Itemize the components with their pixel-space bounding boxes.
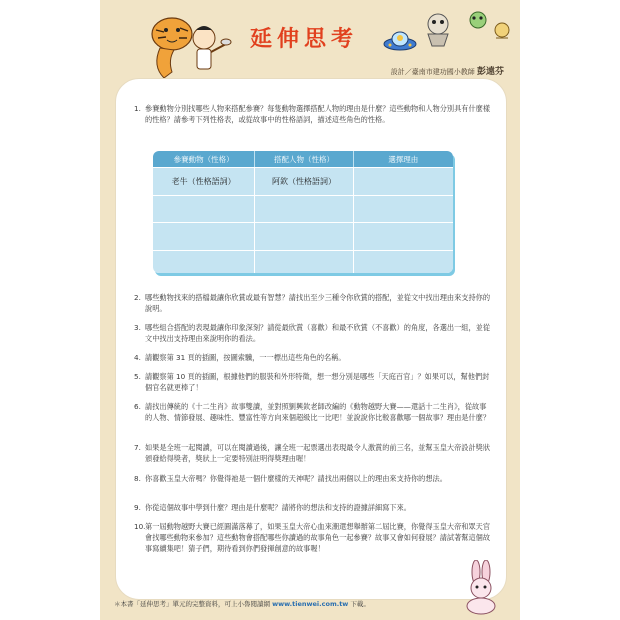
table-header-partner: 搭配人物（性格）	[255, 151, 353, 167]
table-cell: 阿欽（性格語詞）	[255, 168, 353, 195]
table-cell	[354, 251, 453, 274]
question-number: 1.	[134, 104, 141, 113]
question-text: 你從這個故事中學到什麼？理由是什麼呢？請將你的想法和支持的證據詳細寫下來。	[145, 503, 411, 512]
author-credit	[391, 64, 504, 77]
question-number: 4.	[134, 353, 141, 362]
question-8	[134, 473, 492, 484]
footer-note	[114, 599, 370, 608]
question-4	[134, 352, 492, 363]
table-cell	[255, 196, 353, 223]
question-number: 3.	[134, 323, 141, 332]
question-text: 如果是全班一起閱讀，可以在閱讀過後，讓全班一起票選出表現最令人激賞的前三名，並幫玉皇大帝設計獎狀頒發給得獎者，獎狀上一定要特別註明得獎理由喔！	[145, 443, 491, 463]
table-header-row	[153, 151, 453, 167]
table-row	[153, 195, 453, 223]
table-cell	[354, 223, 453, 250]
question-number: 2.	[134, 293, 141, 302]
page-background	[100, 0, 520, 620]
table-cell: 老牛（性格語詞）	[153, 168, 255, 195]
table-cell	[153, 251, 255, 274]
personality-table	[153, 151, 453, 273]
question-2	[134, 292, 492, 314]
credit-name: 彭遠芬	[476, 67, 504, 77]
table-cell	[354, 168, 453, 195]
question-number: 6.	[134, 402, 141, 411]
ufo-illustration	[382, 26, 418, 58]
question-7	[134, 442, 492, 464]
question-text: 你喜歡玉皇大帝嗎？你覺得祂是一個什麼樣的天神呢？請找出兩個以上的理由來支持你的想法。	[145, 474, 447, 483]
table-cell	[255, 251, 353, 274]
question-text: 第一屆動物越野大賽已經圓滿落幕了，如果玉皇大帝心血來潮還想舉辦第二屆比賽，你覺得玉皇大帝和眾天官會找哪些動物來參加？這些動物會搭配哪些你讀過的故事角色一起參賽？故事又會如何發展？請試著幫這個故事寫續集吧！猜子們，期待看到你們發揮創意的故事喔！	[145, 522, 491, 553]
footer-prefix: ＊本書「延伸思考」單元的完整資料，可上小魯閱讀網	[114, 600, 270, 608]
credit-prefix: 設計／臺南市建功國小教師	[390, 68, 475, 76]
question-text: 參賽動物分別找哪些人物來搭配參賽？每隻動物選擇搭配人物的理由是什麼？這些動物和人物分別具有什麼樣的性格？請參考下列性格表，或從故事中的性格語詞，描述這些角色的性格。	[145, 104, 491, 124]
question-text: 哪些動物找來的搭檔最讓你欣賞或最有智慧？請找出至少三種令你欣賞的搭配，並從文中找出理由來支持你的說明。	[145, 293, 491, 313]
question-number: 10.	[134, 522, 146, 531]
question-text: 請觀察第 31 頁的插圖，按圖索驥，一一標出這些角色的名稱。	[145, 353, 346, 362]
content-card	[115, 78, 507, 600]
table-cell	[153, 196, 255, 223]
question-text: 請找出傳統的《十二生肖》故事雙讀，並對照劉興欽老師改編的《動物越野大賽——還話十二生肖》，從故事的人物、情節發展、趣味性、豐富性等方向來個超級比一比吧！並說說你比較喜歡哪一個故事？理由是什麼？	[145, 402, 491, 422]
table-cell	[153, 223, 255, 250]
question-number: 7.	[134, 443, 141, 452]
table-cell	[255, 223, 353, 250]
question-text: 請觀察第 10 頁的插圖，根據他們的服裝和外形特徵，想一想分別是哪些「天庭百官」？如果可以，幫他們封個官名就更棒了！	[145, 372, 490, 392]
question-9	[134, 502, 492, 513]
cartoon-animals-illustration	[418, 2, 518, 50]
table-row	[153, 167, 453, 195]
question-number: 5.	[134, 372, 141, 381]
question-10	[134, 521, 492, 554]
table-header-animal: 參賽動物（性格）	[153, 151, 255, 167]
table-row	[153, 250, 453, 274]
table-cell	[354, 196, 453, 223]
footer-suffix: 下載。	[350, 600, 370, 608]
page-title: 延伸思考	[250, 26, 359, 52]
table-row	[153, 222, 453, 250]
rabbit-illustration	[454, 560, 510, 616]
table-header-reason: 選擇理由	[388, 154, 419, 164]
question-text: 哪些組合搭配的表現最讓你印象深刻？請從最欣賞（喜歡）和最不欣賞（不喜歡）的角度，各選出一組，並從文中找出支持理由來說明你的看法。	[145, 323, 491, 343]
question-5	[134, 371, 492, 393]
question-3	[134, 322, 492, 344]
tiger-illustration	[142, 4, 232, 84]
question-number: 9.	[134, 503, 141, 512]
question-1	[134, 103, 492, 125]
question-number: 8.	[134, 474, 141, 483]
question-6	[134, 401, 492, 423]
footer-link[interactable]: www.tienwei.com.tw	[272, 600, 349, 608]
